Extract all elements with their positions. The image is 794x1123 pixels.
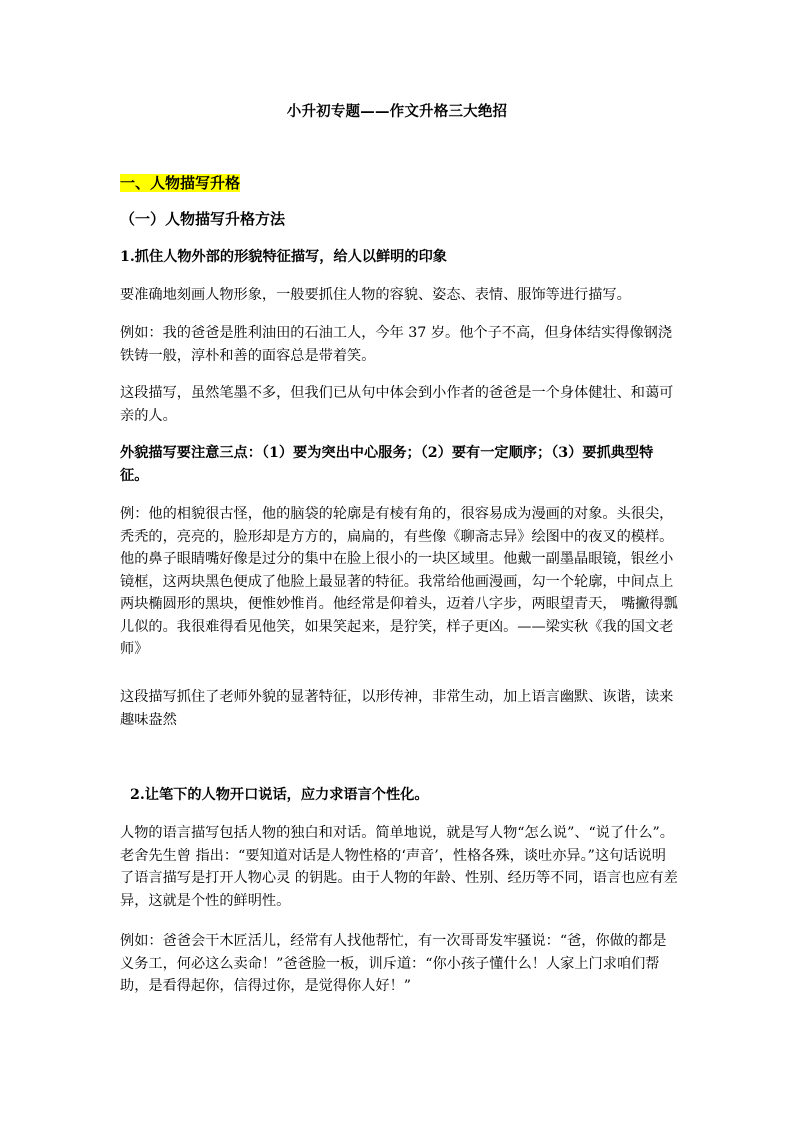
paragraph: 例如：我的爸爸是胜利油田的石油工人，今年 37 岁。他个子不高，但身体结实得像钢浇铁铸一般，淳朴和善的面容总是带着笑。 [120, 325, 673, 364]
example-paragraph: 例如：爸爸会干木匠活儿，经常有人找他帮忙，有一次哥哥发牢骚说：“爸，你做的都是义务工，何必这么卖命！”爸爸脸一板，训斥道：“你小孩子懂什么！人家上门求咱们帮助，是看得起你，信得过你，是觉得你人好！” [120, 933, 667, 994]
paragraph: 人物的语言描写包括人物的独白和对话。简单地说，就是写人物“怎么说”、“说了什么”。老舍先生曾 指出：“要知道对话是人物性格的‘声音’，性格各殊，谈吐亦异。”这句话说明了语言描写是打开人物心灵 的钥匙。由于人物的年龄、性别、经历等不同，语言也应有差异，这就是个性的鲜明性。 [120, 825, 678, 909]
subsection-heading: （一）人物描写升格方法 [120, 210, 286, 228]
emphasis-paragraph: 外貌描写要注意三点：（1）要为突出中心服务；（2）要有一定顺序；（3）要抓典型特征。 [120, 445, 654, 484]
paragraph: 这段描写，虽然笔墨不多，但我们已从句中体会到小作者的爸爸是一个身体健壮、和蔼可亲的人。 [120, 385, 674, 424]
point-two-heading: 2.让笔下的人物开口说话，应力求语言个性化。 [130, 787, 429, 803]
example-paragraph: 例：他的相貌很古怪，他的脑袋的轮廓是有棱有角的，很容易成为漫画的对象。头很尖，秃秃的，亮亮的，脸形却是方方的，扁扁的，有些像《聊斋志异》绘图中的夜叉的模样。他的鼻子眼睛嘴好像是过分的集中在脸上很小的一块区域里。他戴一副墨晶眼镜，银丝小镜框，这两块黑色便成了他脸上最显著的特征。我常给他画漫画，勾一个轮廓，中间点上两块椭圆形的黑块，便惟妙惟肖。他经常是仰着头，迈着八字步，两眼望青天， 嘴撇得瓢儿似的。我很难得看见他笑，如果笑起来，是狞笑，样子更凶。——梁实秋《我的国文老师》 [120, 506, 678, 657]
point-one-heading: 1.抓住人物外部的形貌特征描写，给人以鲜明的印象 [120, 249, 447, 265]
page-title: 小升初专题——作文升格三大绝招 [286, 103, 508, 120]
paragraph: 要准确地刻画人物形象，一般要抓住人物的容貌、姿态、表情、服饰等进行描写。 [120, 287, 631, 303]
highlighted-heading: 一、人物描写升格 [120, 174, 241, 192]
section-heading [120, 172, 680, 195]
paragraph: 这段描写抓住了老师外貌的显著特征，以形传神，非常生动，加上语言幽默、诙谐，读来趣味盎然 [120, 689, 674, 728]
